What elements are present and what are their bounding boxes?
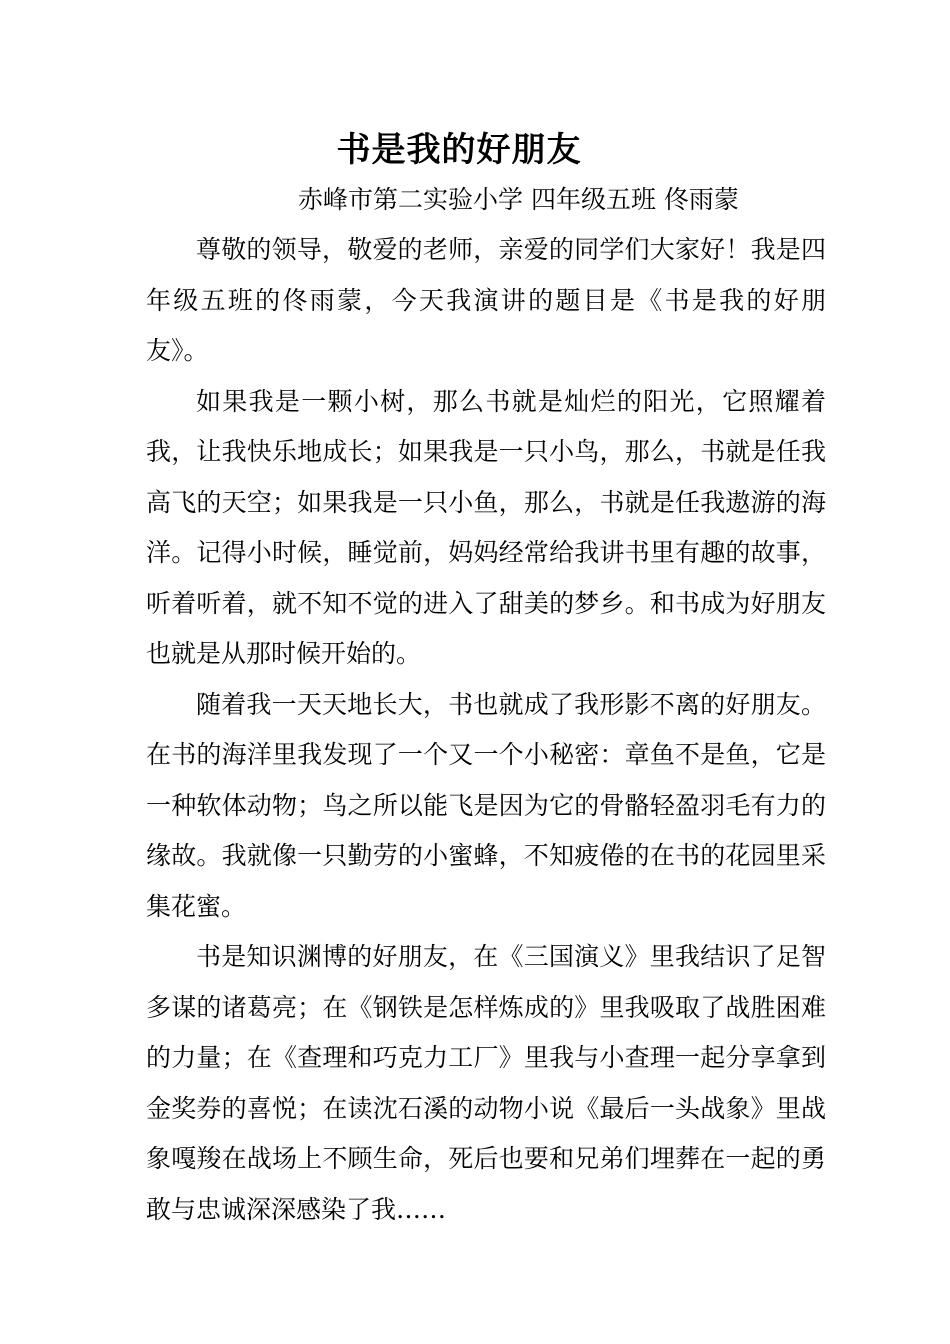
paragraph-2: 如果我是一颗小树，那么书就是灿烂的阳光，它照耀着我，让我快乐地成长；如果我是一只小鸟，那么，书就是任我高飞的天空；如果我是一只小鱼，那么，书就是任我遨游的海洋。记得小时候，睡觉前，妈妈经常给我讲书里有趣的故事，听着听着，就不知不觉的进入了甜美的梦乡。和书成为好朋友也就是从那时候开始的。	[146, 386, 826, 668]
paragraph-4: 书是知识渊博的好朋友，在《三国演义》里我结识了足智多谋的诸葛亮；在《钢铁是怎样炼成的》里我吸取了战胜困难的力量；在《查理和巧克力工厂》里我与小查理一起分享拿到金奖券的喜悦；在读沈石溪的动物小说《最后一头战象》里战象嘎羧在战场上不顾生命，死后也要和兄弟们埋葬在一起的勇敢与忠诚深深感染了我……	[146, 942, 826, 1224]
document-title: 书是我的好朋友	[336, 130, 582, 170]
author-byline: 赤峰市第二实验小学 四年级五班 佟雨蒙	[298, 185, 739, 214]
paragraph-3: 随着我一天天地长大，书也就成了我形影不离的好朋友。在书的海洋里我发现了一个又一个小秘密：章鱼不是鱼，它是一种软体动物；鸟之所以能飞是因为它的骨骼轻盈羽毛有力的缘故。我就像一只勤劳的小蜜蜂，不知疲倦的在书的花园里采集花蜜。	[146, 689, 826, 921]
document-body	[146, 225, 826, 1235]
paragraph-1: 尊敬的领导，敬爱的老师，亲爱的同学们大家好！我是四年级五班的佟雨蒙，今天我演讲的题目是《书是我的好朋友》。	[146, 235, 826, 365]
